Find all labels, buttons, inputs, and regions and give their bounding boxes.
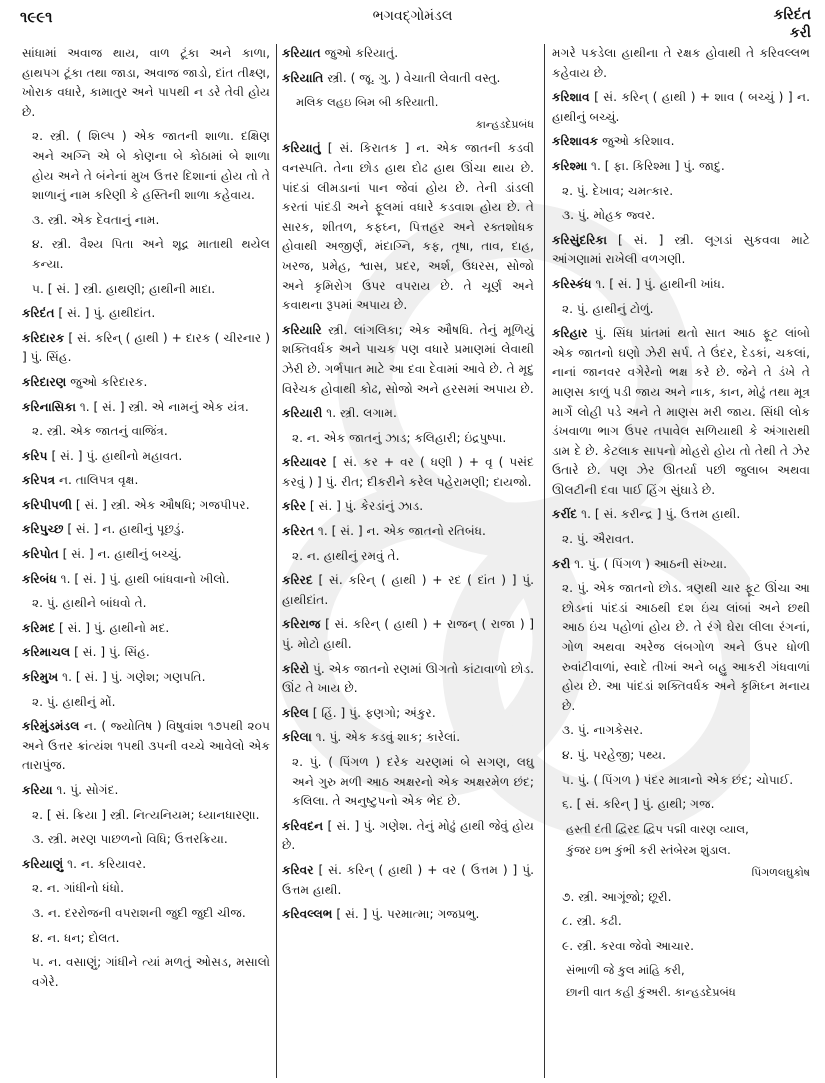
definition: [ સં. કરિન્ ( હાથી ) + રાજન્ ( રાજા ) ] પું. મોટો હાથી. <box>282 617 534 652</box>
sense-definition: ૩. સ્ત્રી. મરણ પાછળનો વિધિ; ઉત્તરક્રિયા. <box>32 832 228 847</box>
citation-source: કાન્હડદેપ્રબંધ <box>475 117 534 131</box>
dictionary-entry <box>22 304 270 324</box>
headword: કરિમુખ <box>22 670 59 685</box>
sense-definition: ૩. પું. નાગકેસર. <box>562 723 644 738</box>
dictionary-entry <box>22 373 270 393</box>
dictionary-entry <box>282 44 534 64</box>
sense-definition: ૫. ન. વસાણું; ગાંધીને ત્યાં મળતું ઓસડ, મસાલો વગેરે. <box>32 955 270 989</box>
headword: કરિવદન <box>282 818 324 833</box>
citation-verse: મલિક લહઇ બિમ બી કરિયાતી. <box>296 95 439 110</box>
definition: [ સં. કરિન્ ( હાથી ) + દારક ( ચીરનાર ) ] પું. સિંહ. <box>22 330 270 365</box>
headword: કરિહાર <box>552 326 588 341</box>
dictionary-entry <box>282 571 534 610</box>
headword: કરિયાતું <box>282 141 321 156</box>
definition: ૧. [ ફા. કિરિશ્મા ] પું. જાદુ. <box>587 158 725 173</box>
definition: [ સં. ] પું. હાથીનો મદ. <box>55 620 170 635</box>
definition: [ સં. કરિન્ ( હાથી ) + રદ ( દાંત ) ] પું. હાથીદાંત. <box>282 573 534 607</box>
sense-definition: ૯. સ્ત્રી. કરવા જેવો આચાર. <box>562 938 695 953</box>
dictionary-entry <box>282 522 534 542</box>
column-2 <box>282 44 534 930</box>
headword: કરિપોત <box>22 547 59 562</box>
dictionary-entry <box>22 717 270 776</box>
sense-definition: ૭. સ્ત્રી. આગૂંજો; છૂરી. <box>562 889 672 904</box>
citation-verse: સંભાળી જે કુલ માંહિ કરી, <box>566 963 685 978</box>
sense-definition: ૨. ન. ગાંધીનો ધંધો. <box>32 881 124 896</box>
headword: કરિપીપળી <box>22 497 72 512</box>
dictionary-entry <box>22 643 270 663</box>
definition: [ સં. ] પું. પરમાત્મા; ગજપ્રભુ. <box>332 907 480 922</box>
sense-definition: ૨. પું. દેખાવ; ચમત્કાર. <box>562 183 674 198</box>
definition: ૧. પું. એક કડવું શાક; કારેલાં. <box>311 730 461 745</box>
citation-verse: છાની વાત કહી કુંઅરી. કાન્હડદેપ્રબંધ <box>566 984 736 999</box>
definition: પું. સિંધ પ્રાંતમાં થતો સાત આઠ ફૂટ લાંબો એક જાતનો ઘણો ઝેરી સર્પ. તે ઉંદર, દેડકાં, ચકલાં, નાનાં જાનવર વગેરેનો ભક્ષ કરે છે. જેને તે ડંખે તે માણસ કાળું પડી જાય અને નાક, કાન, મોઢું તથા મૂત્ર માર્ગે લોહી પડે અને તે માણસ મરી જાય. સિંધી લોક ડંખવાળા ભાગ ઉપર તપાવેલ સળિયાથી કે અંગારાથી ડામ દે છે. કેટલાક સાપનો મોહરો હોય તો તેથી તે ઝેર ઉતારે છે. પણ ઝેર ઊતર્યા પછી જુલાબ અથવા ઊલટીની દવા પાઈ હિંગ સુંઘાડે છે. <box>552 326 810 497</box>
sense-definition: ૨. પું. ઐરાવત. <box>562 532 635 547</box>
headword: કરિમુંડમંડલ <box>22 719 80 734</box>
headword: કરિનાસિકા <box>22 399 76 414</box>
dictionary-entry <box>552 505 810 525</box>
definition: ૧. [ સં. કરીન્દ્ર ] પું. ઉત્તમ હાથી. <box>577 507 741 522</box>
definition: [ સં. ] ન. હાથીનું બચ્ચું. <box>58 547 182 562</box>
definition: જુઓ કરિદારક. <box>66 374 148 389</box>
dictionary-columns <box>0 44 825 1079</box>
headword: કરિપ <box>22 448 48 463</box>
dictionary-entry <box>22 329 270 368</box>
sense-definition: ૬. [ સં. કરિન્ ] પું. હાથી; ગજ. <box>562 797 715 812</box>
sense-definition: ૨. ન. એક જાતનું ઝાડ; કલિહારી; ઇંદ્રપુષ્પા. <box>292 430 507 445</box>
citation-verse: કુંજર ઇભ કુંભી કરી સ્તંબેરમ શુંડાલ. <box>566 843 731 858</box>
headword: કરિયારિ <box>282 322 322 337</box>
sense-definition: ૩. પું. મોહક જ્વર. <box>562 208 656 223</box>
sense-definition: ૩. સ્ત્રી. એક દેવતાનું નામ. <box>32 212 160 227</box>
definition: [ સં. ] પું. સિંહ. <box>70 645 150 660</box>
definition: [ સં. ] પું. કેરડાંનું ઝાડ. <box>305 499 424 514</box>
definition: પું. એક જાતનો રણમાં ઊગતો કાંટાવાળો છોડ. ઊંટ તે ખાય છે. <box>282 661 534 696</box>
dictionary-entry <box>282 404 534 424</box>
headword: કરિવર <box>282 862 314 877</box>
headword: કરિયા <box>22 783 53 797</box>
definition: ૧. [ સં. ] પું. ગણેશ; ગણપતિ. <box>58 670 206 685</box>
headword: કરીંદ <box>552 507 578 522</box>
sense-definition: ૨. પું. હાથીનું ટોળું. <box>562 301 654 316</box>
headword: કરિયાતિ <box>282 70 324 85</box>
dictionary-entry <box>22 471 270 491</box>
sense-definition: ૪. સ્ત્રી. વૈશ્ય પિતા અને શૂદ્ર માતાથી થયેલ કન્યા. <box>32 237 270 271</box>
headword: કરિપત્ર <box>22 473 56 488</box>
dictionary-entry <box>22 781 270 801</box>
definition: [ સં. કરિન્ ( હાથી ) + વર ( ઉત્તમ ) ] પું. ઉત્તમ હાથી. <box>282 862 534 897</box>
definition: ૧. ન. કરિયાવર. <box>63 856 147 871</box>
definition: જુઓ કરિશાવ. <box>598 134 675 149</box>
definition: [ સં. ] ન. હાથીનું પૂછડું. <box>63 522 185 537</box>
column-1 <box>22 44 270 997</box>
running-title: ભગવદ્ગોમંડલ <box>372 8 453 24</box>
dictionary-entry <box>282 660 534 699</box>
sense-definition: ૪. પું. પરહેજી; પથ્ય. <box>562 748 667 762</box>
headword: કરિદંત <box>22 306 55 321</box>
dictionary-entry <box>552 157 810 177</box>
headword: કરી <box>552 556 571 571</box>
dictionary-entry <box>282 728 534 748</box>
definition: સ્ત્રી. ( જૂ. ગુ. ) વેચાતી લેવાતી વસ્તુ. <box>323 70 501 85</box>
dictionary-entry <box>22 496 270 516</box>
definition: જુઓ કરિયાતું. <box>320 46 399 60</box>
dictionary-entry <box>22 668 270 688</box>
definition: ૧. પું. સોગંદ. <box>52 783 119 797</box>
dictionary-entry <box>282 453 534 492</box>
headword: કરિપુચ્છ <box>22 522 64 537</box>
dictionary-entry <box>552 324 810 500</box>
headword: કરિયારી <box>282 406 323 421</box>
citation-verse: હસ્તી દંતી દ્વિરદ દ્વિપ પદ્મી વારણ વ્યાલ, <box>566 821 749 836</box>
dictionary-entry <box>282 139 534 315</box>
dictionary-entry <box>22 570 270 590</box>
dictionary-entry <box>282 321 534 399</box>
dictionary-entry <box>282 497 534 517</box>
definition: ૧. પું. ( પિંગળ ) આઠની સંખ્યા. <box>570 556 728 571</box>
definition: ૧. સ્ત્રી. લગામ. <box>322 406 397 421</box>
headword: કરિયાવર <box>282 455 327 470</box>
headword: કરિલા <box>282 730 312 745</box>
headword: કરિયાણું <box>22 856 64 871</box>
sense-definition: ૮. સ્ત્રી. કઢી. <box>562 914 622 929</box>
dictionary-entry <box>282 817 534 856</box>
definition: [ સં. કિરાતક ] ન. એક જાતની કડવી વનસ્પતિ. તેના છોડ હાથ દોઢ હાથ ઊંચા થાય છે. પાંદડાં લીમડાનાં પાન જેવાં હોય છે. તેની ડાંડલી કરતાં પાંદડી અને ફૂલમાં વધારે કડવાશ હોય છે. તે સારક, શીતળ, કફઘ્ન, પિત્તહર અને રક્તશોધક હોવાથી અજીર્ણ, મંદાગ્નિ, કફ, તૃષા, તાવ, દાહ, ખરજ, પ્રમેહ, શ્વાસ, પ્રદર, અર્શ, ઉધરસ, સોજો અને કૃમિરોગ ઉપર વપરાય છે. તે ચૂર્ણ અને કવાથના રૂપમાં અપાય છે. <box>282 141 534 313</box>
sense-definition: ૨. સ્ત્રી. એક જાતનું વાજિંત્ર. <box>32 424 168 439</box>
dictionary-entry <box>22 398 270 418</box>
definition: ૧. [ સં. ] ન. એક જાતનો રતિબંધ. <box>314 524 486 539</box>
dictionary-entry <box>282 861 534 900</box>
sense-definition: ૨. સ્ત્રી. ( શિલ્પ ) એક જાતની શાળા. દક્ષિણ અને અગ્નિ એ બે કોણના બે કોઠામાં બે શાળા હોય અને તે બંનેનાં મુખ ઉત્તર દિશાનાં હોય તો તે શાળાનું નામ કરિણી કે હસ્તિની શાળા કહેવાય. <box>32 129 270 203</box>
definition: ૧. [ સં. ] પું. હાથી બાંધવાનો ખીલો. <box>56 571 230 586</box>
definition: [ સં. ] પું. હાથીનો મહાવત. <box>47 448 183 463</box>
dictionary-entry <box>552 132 810 152</box>
sense-definition: ૨. ન. હાથીનું રમવું તે. <box>292 548 400 563</box>
sense-definition: ૨. પું. હાથીનું મોં. <box>32 694 116 709</box>
headword: કરિરાજ <box>282 617 321 632</box>
citation-source: પિંગળલઘુકોષ <box>751 865 810 879</box>
definition: [ સં. કર + વર ( ધણી ) + વૃ ( પસંદ કરવું ) ] પું. રીત; દીકરીને કરેલ પહેરામણી; દાયજો. <box>282 455 534 489</box>
sense-definition: ૨. પું. એક જાતનો છોડ. ત્રણથી ચાર ફૂટ ઊંચા આ છોડનાં પાંદડાં આઠથી દશ ઇંચ લાંબાં અને છથી આઠ ઇંચ પહોળાં હોય છે. તે રંગે ઘેરા લીલા રંગનાં, ગોળ અથવા અરેજ લંબગોળ અને ઉપર ધોળી રુવાંટીવાળાં, સ્વાદે તીખાં અને બહુ આકરી ગંધવાળાં હોય છે. આ પાંદડાં શક્તિવર્ધક અને કૃમિઘ્ન મનાય છે. <box>562 581 810 713</box>
headword: કરિસ્કંધ <box>552 276 592 291</box>
dictionary-entry <box>22 447 270 467</box>
guide-word-first: કરિદંત <box>773 7 811 23</box>
sense-definition: ૫. પું. ( પિંગળ ) પંદર માત્રાનો એક છંદ; ચોપાઈ. <box>562 772 794 787</box>
sense-definition: ૩. ન. દરરોજની વપરાશની જુદી જુદી ચીજ. <box>32 905 246 920</box>
dictionary-entry <box>552 555 810 575</box>
guide-words <box>774 6 811 42</box>
dictionary-entry <box>282 905 534 925</box>
definition: ન. ( જ્યોતિષ ) વિષુવાંશ ૧૭૫થી ૨૦૫ અને ઉત્તર ક્રાંત્યંશ ૧૫થી ૩૫ની વચ્ચે આવેલો એક તારાપુંજ. <box>22 719 270 773</box>
headword: કરિદારક <box>22 330 65 345</box>
sense-definition: ૨. પું. ( પિંગળ ) દરેક ચરણમાં બે સગણ, લઘુ અને ગુરુ મળી આઠ અક્ષરનો એક અક્ષરમેળ છંદ; કલિલા. તે અનુષ્ટુપનો એક ભેદ છે. <box>292 755 534 809</box>
dictionary-entry <box>22 520 270 540</box>
definition: [ સં. ] પું. હાથીદાંત. <box>54 306 156 321</box>
headword: કરિશાવ <box>552 90 590 105</box>
sense-definition: ૫. [ સં. ] સ્ત્રી. હાથણી; હાથીની માદા. <box>32 281 216 296</box>
page-number: ૧૯૯૧ <box>20 8 53 26</box>
dictionary-entry <box>552 88 810 127</box>
dictionary-entry <box>552 231 810 270</box>
definition: [ સં. કરિન્ ( હાથી ) + શાવ ( બચ્ચું ) ] ન. હાથીનું બચ્ચું. <box>552 90 810 124</box>
column-3 <box>552 44 810 1005</box>
headword: કરિલ <box>282 705 309 720</box>
definition: ૧. [ સં. ] પું. હાથીની ખાંધ. <box>591 276 725 291</box>
sense-definition: ૨. [ સં. ક્રિયા ] સ્ત્રી. નિત્યનિયમ; ધ્યાનધારણા. <box>32 807 260 822</box>
definition: [ સં. ] સ્ત્રી. લૂગડાં સુકવવા માટે આંગણામાં રાખેલી વળગણી. <box>552 232 810 267</box>
continued-definition: મગરે પકડેલા હાથીના તે રક્ષક હોવાથી તે કરિવલ્લભ કહેવાય છે. <box>552 46 810 80</box>
continued-definition: સાંધામાં અવાજ થાય, વાળ ટૂંકા અને કાળા, હાથપગ ટૂંકા તથા જાડા, અવાજ જાડો, દાંત તીક્ષ્ણ, ખોરાક વધારે, કામાતુર અને પાપથી ન ડરે તેવી હોય છે. <box>22 46 270 119</box>
dictionary-entry <box>282 704 534 724</box>
dictionary-entry <box>282 615 534 654</box>
dictionary-entry <box>22 545 270 565</box>
definition: ૧. [ સં. ] સ્ત્રી. એ નામનું એક યંત્ર. <box>75 399 249 414</box>
dictionary-entry <box>282 69 534 89</box>
headword: કરિરો <box>282 661 310 676</box>
headword: કરિયાત <box>282 46 321 60</box>
headword: કરિમદ <box>22 620 56 635</box>
headword: કરિદારણ <box>22 374 67 389</box>
definition: [ સં. ] પું. ગણેશ. તેનું મોઢું હાથી જેવું હોય છે. <box>282 818 534 853</box>
dictionary-entry <box>22 855 270 875</box>
definition: ન. તાલિપત્ર વૃક્ષ. <box>55 473 139 488</box>
definition: [ હિં. ] પું. ફણગો; અંકુર. <box>308 705 436 720</box>
definition: [ સં. ] સ્ત્રી. એક ઔષધિ; ગજપીપર. <box>71 497 250 512</box>
guide-word-last: કરી <box>789 25 811 41</box>
dictionary-entry <box>552 275 810 295</box>
headword: કરિશાવક <box>552 134 599 149</box>
headword: કરિબંધ <box>22 571 57 586</box>
headword: કરિરદ <box>282 573 313 588</box>
headword: કરિશ્મા <box>552 158 588 173</box>
page-header <box>0 0 825 48</box>
sense-definition: ૪. ન. ધન; દોલત. <box>32 930 120 945</box>
headword: કરિવલ્લભ <box>282 907 333 922</box>
headword: કરિસુંદરિકા <box>552 232 607 247</box>
dictionary-entry <box>22 619 270 639</box>
headword: કરિર <box>282 499 306 514</box>
headword: કરિમાચલ <box>22 645 71 660</box>
headword: કરિરત <box>282 524 315 539</box>
sense-definition: ૨. પું. હાથીને બાંધવો તે. <box>32 596 147 611</box>
definition: સ્ત્રી. લાંગલિકા; એક ઔષધિ. તેનું મૂળિયું શક્તિવર્ધક અને પાચક પણ વધારે પ્રમાણમાં લેવાથી ઝેરી છે. ગર્ભપાત માટે આ દવા દેવામાં આવે છે. તે મૃદુ વિરેચક હોવાથી કોઢ, સોજો અને હરસમાં અપાય છે. <box>282 322 534 396</box>
